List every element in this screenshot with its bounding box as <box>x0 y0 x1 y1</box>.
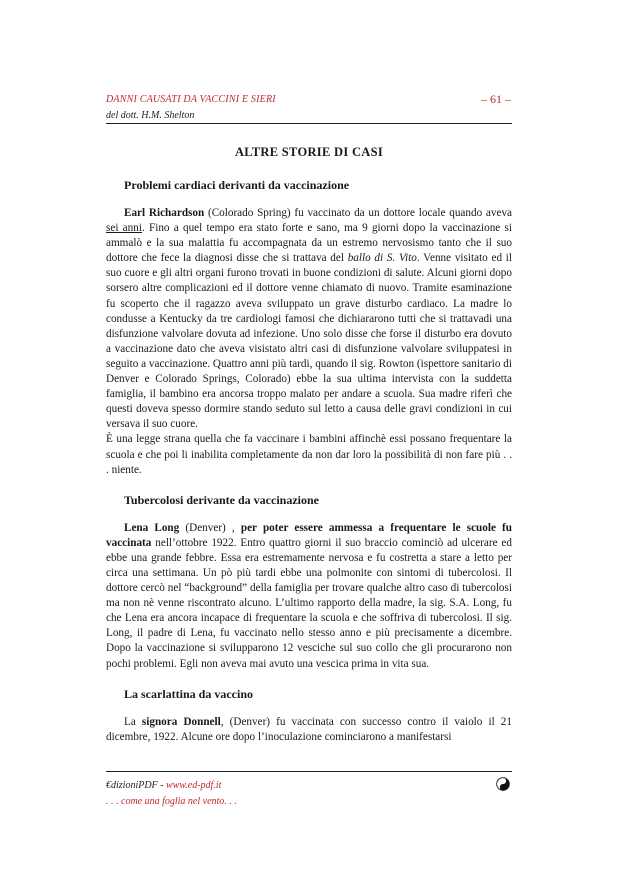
page-body <box>106 145 512 745</box>
header-rule <box>106 123 512 124</box>
bold-vaccinated-text: per poter essere ammessa a frequentare le scuole fu vaccinata <box>106 521 513 549</box>
section-heading-tuberculosis: Tubercolosi derivante da vaccinazione <box>124 492 319 507</box>
footer-url-link[interactable]: www.ed-pdf.it <box>166 780 222 791</box>
header-title: DANNI CAUSATI DA VACCINI E SIERI <box>106 94 276 105</box>
paragraph-donnell: La signora Donnell, (Denver) fu vaccinata con successo contro il vaiolo il 21 dicembre, 1922. Alcune ore dopo l’inoculazione cominciarono a manifestarsi <box>106 715 512 743</box>
yin-yang-icon <box>496 777 510 791</box>
section-heading-scarlet-fever: La scarlattina da vaccino <box>124 686 253 701</box>
name-earl-richardson: Earl Richardson <box>124 207 205 219</box>
header-author: del dott. H.M. Shelton <box>106 110 195 121</box>
name-signora-donnell: signora Donnell <box>141 715 221 728</box>
paragraph-lena-long: Lena Long (Denver) , per poter essere ammessa a frequentare le scuole fu vaccinata nell’ottobre 1922. Entro quattro giorni il suo braccio cominciò ad ulcerare ed ebbe una grande febbre. Essa era estremamente nervosa e fu costretta a stare a letto per circa una settimana. Un pò più tardi ebbe una polmonite con sintomi di tubercolosi. Il dottore cercò nel “background” della famiglia per trovare qualche altro caso di tubercolosi ma non nè venne riscontrato alcuno. L’ultimo rapporto della madre, la sig. S.A. Long, fu che Lena era ancora incapace di frequentare la scuola e che soffriva di tubercolosi. Il sig. Long, il padre di Lena, fu vaccinato nello stesso anno e più precisamente a dicembre. Dopo la vaccinazione si svilupparono 12 vesciche sul suo collo che gli procurarono non pochi problemi. Egli non aveva mai avuto una vescica prima in vita sua. <box>106 521 513 670</box>
main-title: ALTRE STORIE DI CASI <box>234 145 384 159</box>
footer-tagline: . . . come una foglia nel vento. . . <box>106 796 237 807</box>
paragraph-law-comment: È una legge strana quella che fa vaccinare i bambini affinchè essi possano frequentare la scuola e che poi li inabilita completamente da non dar loro la possibilità di non fare più . . . niente. <box>106 433 512 476</box>
page-number: – 61 – <box>481 92 511 106</box>
section-heading-cardiac: Problemi cardiaci derivanti da vaccinazione <box>124 178 350 192</box>
paragraph-richardson: Earl Richardson (Colorado Spring) fu vaccinato da un dottore locale quando aveva sei anni. Fino a quel tempo era stato forte e sano, ma 9 giorni dopo la vaccinazione si ammalò e la sua malattia fu accompagnata da un estremo nervosismo tanto che il suo dottore che fece la diagnosi disse che si trattava del ballo di S. Vito. Venne visitato ed il suo cuore e gli altri organi furono trovati in buone condizioni di salute. Alcuni giorni dopo sorsero altre complicazioni ed il dottore venne chiamato di nuovo. Tramite esaminazione fu scoperto che il ragazzo aveva sviluppato un grave disturbo cardiaco. La madre lo condusse a Kentucky da tre cardiologi famosi che dichiararono tutti che si trattavadi una disfunzione valvolare dovuta ad infezione. Uno solo disse che forse il disturbo era dovuto a vaccinazione dato che aveva visistato altri casi di disfunzione valvolare sviluppatesi in seguito a vaccinazione. Quattro anni più tardi, quando il sig. Rowton (ispettore sanitario di Denver e Colorado Springs, Colorado) ebbe la sua ultima intervista con la suddetta famiglia, il bambino era ancorsa troppo malato per andare a scuola. Sua madre riferì che questi doveva spesso dormire stando seduto sul letto a causa delle gravi condizioni in cui versava il suo cuore. <box>106 207 513 431</box>
footer-rule <box>106 771 512 772</box>
italic-term: ballo di S. Vito <box>347 252 417 265</box>
underlined-age: sei anni <box>106 222 142 235</box>
name-lena-long: Lena Long <box>124 521 180 534</box>
footer-publisher: €dizioniPDF - www.ed-pdf.it <box>106 780 222 791</box>
